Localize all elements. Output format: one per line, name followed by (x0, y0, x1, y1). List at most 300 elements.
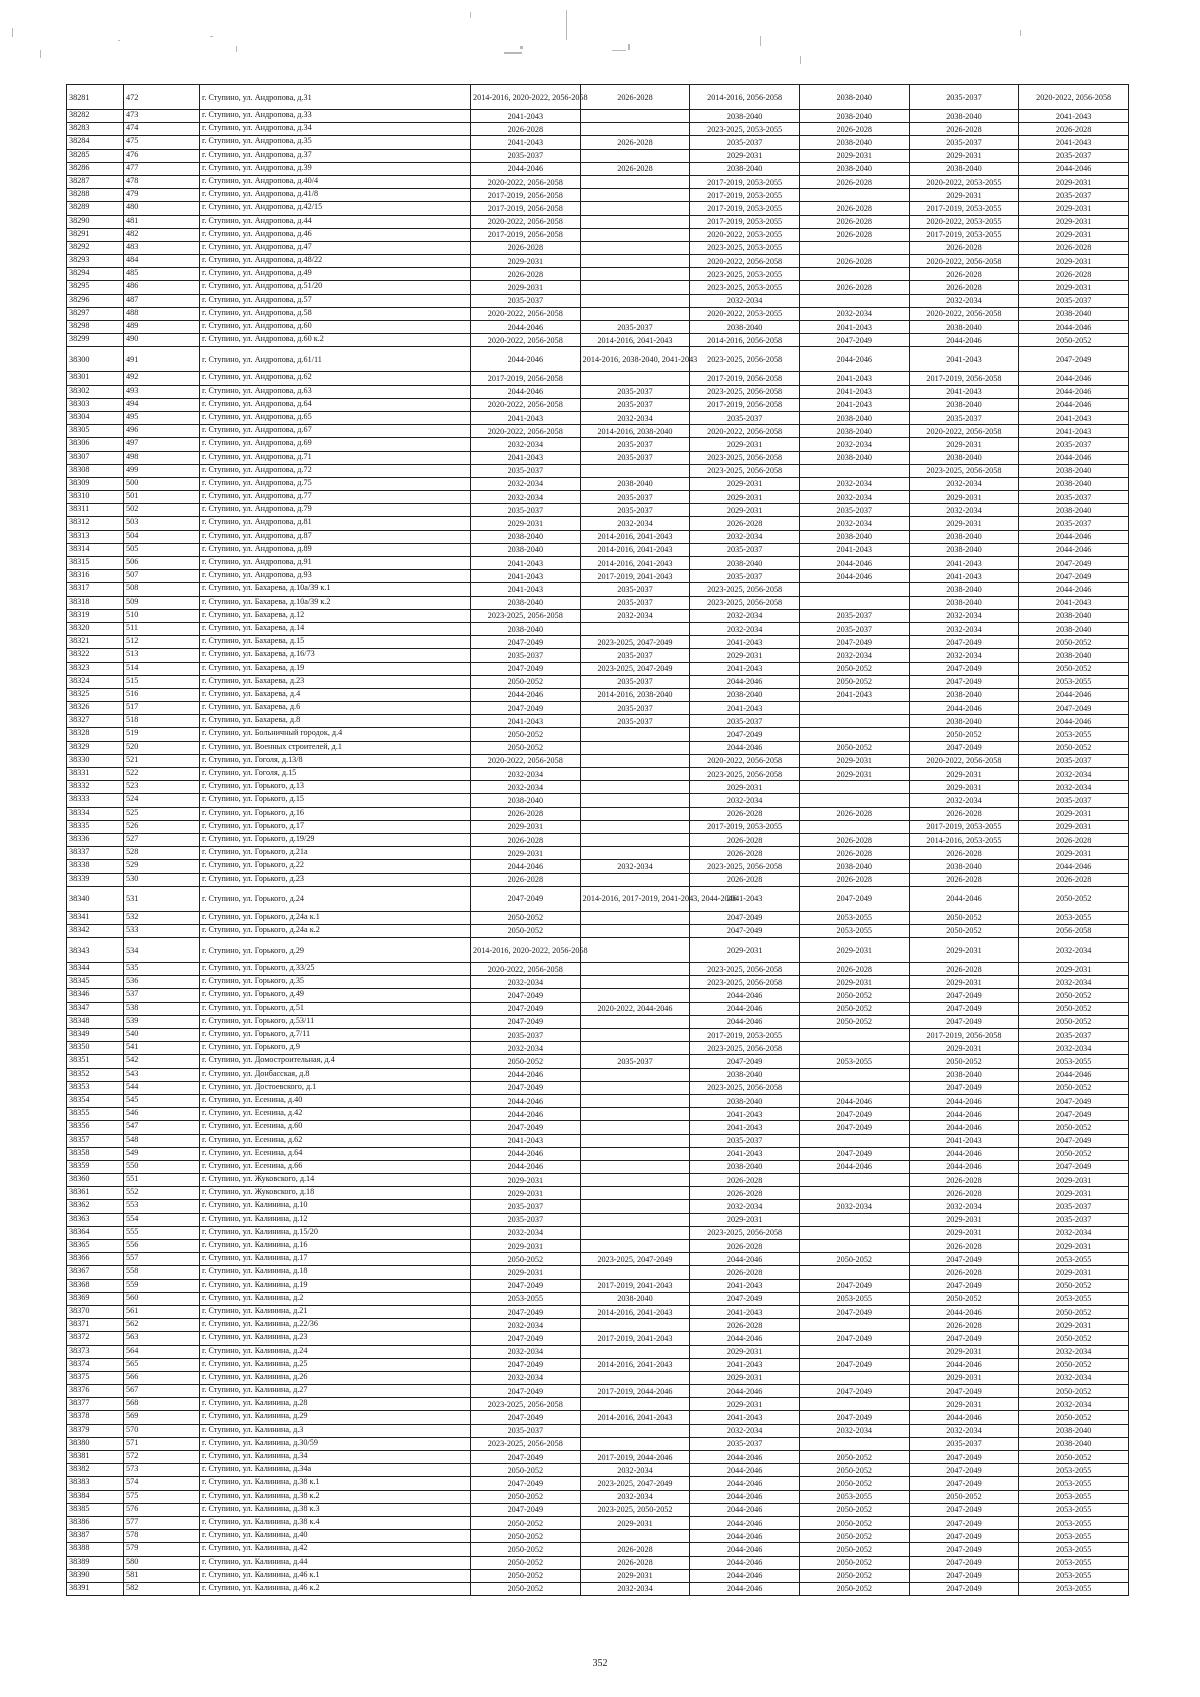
table-row (67, 583, 1129, 596)
period-cell: 2047-2049 (909, 1543, 1019, 1556)
row-number-cell: 547 (124, 1121, 200, 1134)
record-id-cell: 38289 (67, 202, 124, 215)
record-id-cell: 38318 (67, 596, 124, 609)
row-number-cell: 502 (124, 504, 200, 517)
period-cell: 2050-2052 (471, 1490, 581, 1503)
row-number-cell: 544 (124, 1081, 200, 1094)
period-cell: 2047-2049 (909, 989, 1019, 1002)
period-cell: 2017-2019, 2053-2055 (909, 820, 1019, 833)
period-cell: 2038-2040 (909, 1068, 1019, 1081)
record-id-cell: 38349 (67, 1029, 124, 1042)
period-cell (580, 228, 690, 241)
row-number-cell: 524 (124, 794, 200, 807)
table-row (67, 1029, 1129, 1042)
period-cell: 2029-2031 (1019, 281, 1129, 294)
period-cell: 2053-2055 (1019, 1464, 1129, 1477)
row-number-cell: 549 (124, 1147, 200, 1160)
record-id-cell: 38375 (67, 1371, 124, 1384)
period-cell: 2035-2037 (1019, 491, 1129, 504)
period-cell: 2047-2049 (909, 1451, 1019, 1464)
record-id-cell: 38314 (67, 543, 124, 556)
period-cell: 2047-2049 (909, 1569, 1019, 1582)
period-cell: 2032-2034 (1019, 1345, 1129, 1358)
period-cell: 2053-2055 (1019, 675, 1129, 688)
record-id-cell: 38348 (67, 1015, 124, 1028)
period-cell (799, 1042, 909, 1055)
row-number-cell: 481 (124, 215, 200, 228)
period-cell: 2035-2037 (471, 1200, 581, 1213)
period-cell: 2041-2043 (690, 636, 800, 649)
row-number-cell: 573 (124, 1464, 200, 1477)
period-cell: 2032-2034 (1019, 781, 1129, 794)
period-cell (580, 268, 690, 281)
table-row (67, 557, 1129, 570)
record-id-cell: 38335 (67, 820, 124, 833)
record-id-cell: 38306 (67, 438, 124, 451)
period-cell: 2029-2031 (471, 847, 581, 860)
period-cell: 2047-2049 (799, 1305, 909, 1318)
period-cell: 2029-2031 (1019, 1266, 1129, 1279)
address-cell: г. Ступино, ул. Андропова, д.63 (200, 385, 471, 398)
period-cell: 2044-2046 (1019, 162, 1129, 175)
period-cell: 2050-2052 (909, 924, 1019, 937)
period-cell: 2050-2052 (471, 1569, 581, 1582)
record-id-cell: 38379 (67, 1424, 124, 1437)
period-cell: 2029-2031 (909, 1371, 1019, 1384)
period-cell (580, 1147, 690, 1160)
period-cell: 2014-2016, 2038-2040 (580, 688, 690, 701)
period-cell (799, 781, 909, 794)
period-cell: 2038-2040 (471, 596, 581, 609)
row-number-cell: 534 (124, 938, 200, 963)
period-cell: 2041-2043 (690, 662, 800, 675)
period-cell: 2014-2016, 2041-2043 (580, 1411, 690, 1424)
period-cell: 2017-2019, 2056-2058 (471, 228, 581, 241)
address-cell: г. Ступино, ул. Калинина, д.40 (200, 1530, 471, 1543)
period-cell: 2026-2028 (471, 241, 581, 254)
period-cell: 2029-2031 (690, 781, 800, 794)
address-cell: г. Ступино, ул. Есенина, д.40 (200, 1094, 471, 1107)
period-cell: 2038-2040 (909, 110, 1019, 123)
period-cell: 2035-2037 (1019, 294, 1129, 307)
record-id-cell: 38374 (67, 1358, 124, 1371)
table-row (67, 385, 1129, 398)
table-row (67, 228, 1129, 241)
period-cell (799, 268, 909, 281)
address-cell: г. Ступино, ул. Горького, д.21а (200, 847, 471, 860)
period-cell: 2044-2046 (471, 1147, 581, 1160)
period-cell (580, 1240, 690, 1253)
record-id-cell: 38342 (67, 924, 124, 937)
record-id-cell: 38315 (67, 557, 124, 570)
period-cell: 2044-2046 (471, 347, 581, 372)
period-cell: 2044-2046 (471, 1068, 581, 1081)
period-cell (580, 1068, 690, 1081)
period-cell: 2047-2049 (471, 1332, 581, 1345)
period-cell: 2050-2052 (799, 1582, 909, 1595)
table-row (67, 1240, 1129, 1253)
record-id-cell: 38363 (67, 1213, 124, 1226)
period-cell: 2041-2043 (1019, 411, 1129, 424)
period-cell: 2023-2025, 2056-2058 (909, 464, 1019, 477)
period-cell: 2026-2028 (909, 1240, 1019, 1253)
period-cell: 2032-2034 (690, 1200, 800, 1213)
period-cell: 2038-2040 (690, 162, 800, 175)
address-cell: г. Ступино, ул. Калинина, д.12 (200, 1213, 471, 1226)
period-cell: 2041-2043 (690, 702, 800, 715)
row-number-cell: 551 (124, 1174, 200, 1187)
period-cell: 2044-2046 (690, 1516, 800, 1529)
record-id-cell: 38369 (67, 1292, 124, 1305)
period-cell: 2050-2052 (1019, 662, 1129, 675)
address-cell: г. Ступино, ул. Горького, д.13 (200, 781, 471, 794)
period-cell: 2035-2037 (580, 398, 690, 411)
record-id-cell: 38329 (67, 741, 124, 754)
period-cell (799, 794, 909, 807)
period-cell: 2017-2019, 2056-2058 (909, 1029, 1019, 1042)
period-cell: 2050-2052 (799, 1002, 909, 1015)
record-id-cell: 38368 (67, 1279, 124, 1292)
period-cell: 2035-2037 (690, 136, 800, 149)
period-cell (799, 1371, 909, 1384)
period-cell: 2026-2028 (909, 1319, 1019, 1332)
period-cell: 2047-2049 (909, 1477, 1019, 1490)
period-cell: 2026-2028 (909, 963, 1019, 976)
address-cell: г. Ступино, ул. Андропова, д.44 (200, 215, 471, 228)
row-number-cell: 506 (124, 557, 200, 570)
record-id-cell: 38311 (67, 504, 124, 517)
address-cell: г. Ступино, ул. Калинина, д.27 (200, 1385, 471, 1398)
address-cell: г. Ступино, ул. Горького, д.51 (200, 1002, 471, 1015)
table-row (67, 649, 1129, 662)
period-cell: 2029-2031 (909, 938, 1019, 963)
period-cell: 2047-2049 (690, 728, 800, 741)
table-row (67, 1424, 1129, 1437)
record-id-cell: 38345 (67, 976, 124, 989)
table-row (67, 451, 1129, 464)
period-cell: 2041-2043 (690, 1121, 800, 1134)
period-cell: 2029-2031 (909, 517, 1019, 530)
period-cell (580, 924, 690, 937)
address-cell: г. Ступино, ул. Есенина, д.66 (200, 1160, 471, 1173)
period-cell: 2038-2040 (471, 530, 581, 543)
period-cell: 2041-2043 (799, 321, 909, 334)
record-id-cell: 38287 (67, 175, 124, 188)
period-cell (799, 596, 909, 609)
period-cell (580, 149, 690, 162)
period-cell: 2050-2052 (799, 1464, 909, 1477)
table-row (67, 1319, 1129, 1332)
period-cell (799, 1081, 909, 1094)
period-cell: 2029-2031 (1019, 175, 1129, 188)
period-cell: 2044-2046 (799, 557, 909, 570)
row-number-cell: 476 (124, 149, 200, 162)
period-cell: 2017-2019, 2056-2058 (471, 202, 581, 215)
row-number-cell: 566 (124, 1371, 200, 1384)
period-cell: 2041-2043 (909, 347, 1019, 372)
address-cell: г. Ступино, ул. Андропова, д.47 (200, 241, 471, 254)
row-number-cell: 484 (124, 255, 200, 268)
address-cell: г. Ступино, ул. Горького, д.17 (200, 820, 471, 833)
period-cell: 2023-2025, 2056-2058 (690, 464, 800, 477)
period-cell: 2038-2040 (799, 530, 909, 543)
period-cell: 2023-2025, 2056-2058 (690, 1081, 800, 1094)
row-number-cell: 574 (124, 1477, 200, 1490)
period-cell: 2050-2052 (799, 1503, 909, 1516)
period-cell: 2026-2028 (909, 123, 1019, 136)
table-row (67, 1147, 1129, 1160)
period-cell: 2026-2028 (580, 1556, 690, 1569)
period-cell (580, 963, 690, 976)
period-cell: 2038-2040 (580, 1292, 690, 1305)
row-number-cell: 553 (124, 1200, 200, 1213)
period-cell: 2017-2019, 2053-2055 (690, 820, 800, 833)
row-number-cell: 540 (124, 1029, 200, 1042)
table-row (67, 794, 1129, 807)
record-id-cell: 38378 (67, 1411, 124, 1424)
period-cell: 2017-2019, 2053-2055 (690, 189, 800, 202)
period-cell (799, 715, 909, 728)
period-cell (580, 1187, 690, 1200)
period-cell: 2038-2040 (909, 688, 1019, 701)
period-cell: 2047-2049 (909, 1332, 1019, 1345)
row-number-cell: 575 (124, 1490, 200, 1503)
address-cell: г. Ступино, ул. Калинина, д.16 (200, 1240, 471, 1253)
period-cell: 2026-2028 (799, 847, 909, 860)
table-row (67, 1200, 1129, 1213)
period-cell (580, 728, 690, 741)
table-row (67, 1266, 1129, 1279)
period-cell (580, 1174, 690, 1187)
period-cell: 2050-2052 (799, 662, 909, 675)
address-cell: г. Ступино, ул. Горького, д.23 (200, 873, 471, 886)
period-cell: 2044-2046 (1019, 583, 1129, 596)
period-cell (799, 1437, 909, 1450)
period-cell: 2044-2046 (909, 334, 1019, 347)
record-id-cell: 38361 (67, 1187, 124, 1200)
period-cell: 2029-2031 (909, 149, 1019, 162)
period-cell: 2029-2031 (471, 255, 581, 268)
period-cell: 2047-2049 (799, 1108, 909, 1121)
row-number-cell: 559 (124, 1279, 200, 1292)
period-cell: 2017-2019, 2044-2046 (580, 1385, 690, 1398)
period-cell: 2035-2037 (471, 464, 581, 477)
period-cell: 2044-2046 (799, 1160, 909, 1173)
period-cell: 2050-2052 (799, 1451, 909, 1464)
period-cell: 2029-2031 (471, 1240, 581, 1253)
table-row (67, 110, 1129, 123)
address-cell: г. Ступино, ул. Бахарева, д.10а/39 к.2 (200, 596, 471, 609)
table-row (67, 1398, 1129, 1411)
period-cell: 2038-2040 (1019, 504, 1129, 517)
period-cell: 2044-2046 (471, 1094, 581, 1107)
period-cell: 2026-2028 (580, 136, 690, 149)
period-cell: 2026-2028 (1019, 123, 1129, 136)
period-cell: 2044-2046 (909, 1358, 1019, 1371)
period-cell: 2047-2049 (1019, 570, 1129, 583)
period-cell: 2029-2031 (690, 438, 800, 451)
period-cell: 2038-2040 (580, 477, 690, 490)
period-cell (799, 702, 909, 715)
period-cell (580, 833, 690, 846)
record-id-cell: 38301 (67, 372, 124, 385)
period-cell (580, 123, 690, 136)
period-cell (799, 1240, 909, 1253)
period-cell: 2032-2034 (1019, 1226, 1129, 1239)
period-cell: 2044-2046 (690, 1543, 800, 1556)
table-row (67, 1279, 1129, 1292)
period-cell: 2044-2046 (909, 1147, 1019, 1160)
row-number-cell: 576 (124, 1503, 200, 1516)
period-cell: 2047-2049 (799, 1411, 909, 1424)
period-cell: 2026-2028 (690, 1240, 800, 1253)
row-number-cell: 518 (124, 715, 200, 728)
address-cell: г. Ступино, ул. Калинина, д.23 (200, 1332, 471, 1345)
period-cell: 2041-2043 (799, 372, 909, 385)
table-row (67, 1569, 1129, 1582)
table-row (67, 886, 1129, 911)
period-cell: 2035-2037 (580, 702, 690, 715)
table-row (67, 833, 1129, 846)
period-cell: 2020-2022, 2053-2055 (909, 215, 1019, 228)
table-row (67, 85, 1129, 110)
table-row (67, 530, 1129, 543)
address-cell: г. Ступино, ул. Андропова, д.65 (200, 411, 471, 424)
period-cell: 2035-2037 (471, 1424, 581, 1437)
period-cell: 2044-2046 (690, 1569, 800, 1582)
row-number-cell: 485 (124, 268, 200, 281)
period-cell: 2044-2046 (690, 675, 800, 688)
row-number-cell: 496 (124, 425, 200, 438)
period-cell: 2050-2052 (1019, 636, 1129, 649)
period-cell: 2029-2031 (1019, 847, 1129, 860)
row-number-cell: 486 (124, 281, 200, 294)
table-row (67, 1371, 1129, 1384)
period-cell: 2029-2031 (471, 517, 581, 530)
period-cell: 2032-2034 (471, 1319, 581, 1332)
period-cell: 2053-2055 (1019, 1055, 1129, 1068)
period-cell: 2032-2034 (690, 1424, 800, 1437)
period-cell: 2029-2031 (799, 149, 909, 162)
period-cell: 2041-2043 (471, 715, 581, 728)
period-cell: 2041-2043 (799, 398, 909, 411)
period-cell: 2020-2022, 2056-2058 (471, 307, 581, 320)
row-number-cell: 523 (124, 781, 200, 794)
period-cell: 2032-2034 (799, 438, 909, 451)
period-cell: 2020-2022, 2053-2055 (690, 307, 800, 320)
period-cell: 2032-2034 (909, 1200, 1019, 1213)
period-cell: 2032-2034 (909, 609, 1019, 622)
period-cell: 2047-2049 (909, 1015, 1019, 1028)
period-cell: 2020-2022, 2053-2055 (690, 228, 800, 241)
period-cell: 2035-2037 (1019, 1213, 1129, 1226)
record-id-cell: 38364 (67, 1226, 124, 1239)
address-cell: г. Ступино, ул. Бахарева, д.16/73 (200, 649, 471, 662)
record-id-cell: 38330 (67, 754, 124, 767)
period-cell: 2044-2046 (1019, 321, 1129, 334)
period-cell: 2035-2037 (1019, 1029, 1129, 1042)
period-cell: 2026-2028 (1019, 833, 1129, 846)
table-row (67, 938, 1129, 963)
period-cell (580, 1029, 690, 1042)
period-cell: 2050-2052 (1019, 1015, 1129, 1028)
period-cell: 2053-2055 (471, 1292, 581, 1305)
period-cell: 2044-2046 (1019, 385, 1129, 398)
period-cell: 2041-2043 (471, 1134, 581, 1147)
period-cell: 2044-2046 (909, 1411, 1019, 1424)
period-cell: 2047-2049 (909, 1516, 1019, 1529)
period-cell: 2041-2043 (471, 583, 581, 596)
period-cell: 2032-2034 (799, 477, 909, 490)
table-row (67, 911, 1129, 924)
address-cell: г. Ступино, ул. Калинина, д.38 к.1 (200, 1477, 471, 1490)
period-cell: 2020-2022, 2056-2058 (690, 425, 800, 438)
table-row (67, 924, 1129, 937)
period-cell: 2017-2019, 2053-2055 (690, 175, 800, 188)
table-row (67, 1187, 1129, 1200)
period-cell: 2050-2052 (799, 1530, 909, 1543)
period-cell: 2026-2028 (690, 833, 800, 846)
record-id-cell: 38347 (67, 1002, 124, 1015)
period-cell: 2047-2049 (909, 1556, 1019, 1569)
address-cell: г. Ступино, ул. Калинина, д.2 (200, 1292, 471, 1305)
record-id-cell: 38389 (67, 1556, 124, 1569)
record-id-cell: 38367 (67, 1266, 124, 1279)
period-cell: 2035-2037 (1019, 517, 1129, 530)
row-number-cell: 578 (124, 1530, 200, 1543)
period-cell: 2026-2028 (909, 1187, 1019, 1200)
period-cell: 2044-2046 (909, 1160, 1019, 1173)
address-cell: г. Ступино, ул. Калинина, д.34а (200, 1464, 471, 1477)
period-cell: 2044-2046 (690, 1002, 800, 1015)
row-number-cell: 482 (124, 228, 200, 241)
row-number-cell: 509 (124, 596, 200, 609)
period-cell: 2050-2052 (471, 1055, 581, 1068)
address-cell: г. Ступино, ул. Андропова, д.77 (200, 491, 471, 504)
table-row (67, 1055, 1129, 1068)
address-cell: г. Ступино, ул. Калинина, д.21 (200, 1305, 471, 1318)
address-cell: г. Ступино, ул. Горького, д.24а к.2 (200, 924, 471, 937)
period-cell: 2029-2031 (909, 1213, 1019, 1226)
period-cell: 2020-2022, 2056-2058 (471, 175, 581, 188)
period-cell: 2047-2049 (471, 1305, 581, 1318)
record-id-cell: 38387 (67, 1530, 124, 1543)
period-cell: 2050-2052 (799, 1516, 909, 1529)
address-cell: г. Ступино, ул. Андропова, д.79 (200, 504, 471, 517)
address-cell: г. Ступино, ул. Андропова, д.49 (200, 268, 471, 281)
address-cell: г. Ступино, ул. Андропова, д.34 (200, 123, 471, 136)
table-row (67, 347, 1129, 372)
period-cell: 2047-2049 (909, 741, 1019, 754)
period-cell: 2026-2028 (799, 202, 909, 215)
period-cell: 2032-2034 (909, 1424, 1019, 1437)
period-cell: 2050-2052 (1019, 989, 1129, 1002)
period-cell: 2050-2052 (1019, 1002, 1129, 1015)
record-id-cell: 38372 (67, 1332, 124, 1345)
address-cell: г. Ступино, ул. Андропова, д.91 (200, 557, 471, 570)
record-id-cell: 38381 (67, 1451, 124, 1464)
period-cell: 2032-2034 (471, 1371, 581, 1384)
record-id-cell: 38373 (67, 1345, 124, 1358)
record-id-cell: 38337 (67, 847, 124, 860)
row-number-cell: 556 (124, 1240, 200, 1253)
period-cell: 2026-2028 (1019, 873, 1129, 886)
row-number-cell: 483 (124, 241, 200, 254)
period-cell: 2023-2025, 2056-2058 (690, 1042, 800, 1055)
period-cell: 2050-2052 (1019, 1121, 1129, 1134)
period-cell: 2035-2037 (580, 438, 690, 451)
period-cell: 2020-2022, 2056-2058 (471, 963, 581, 976)
